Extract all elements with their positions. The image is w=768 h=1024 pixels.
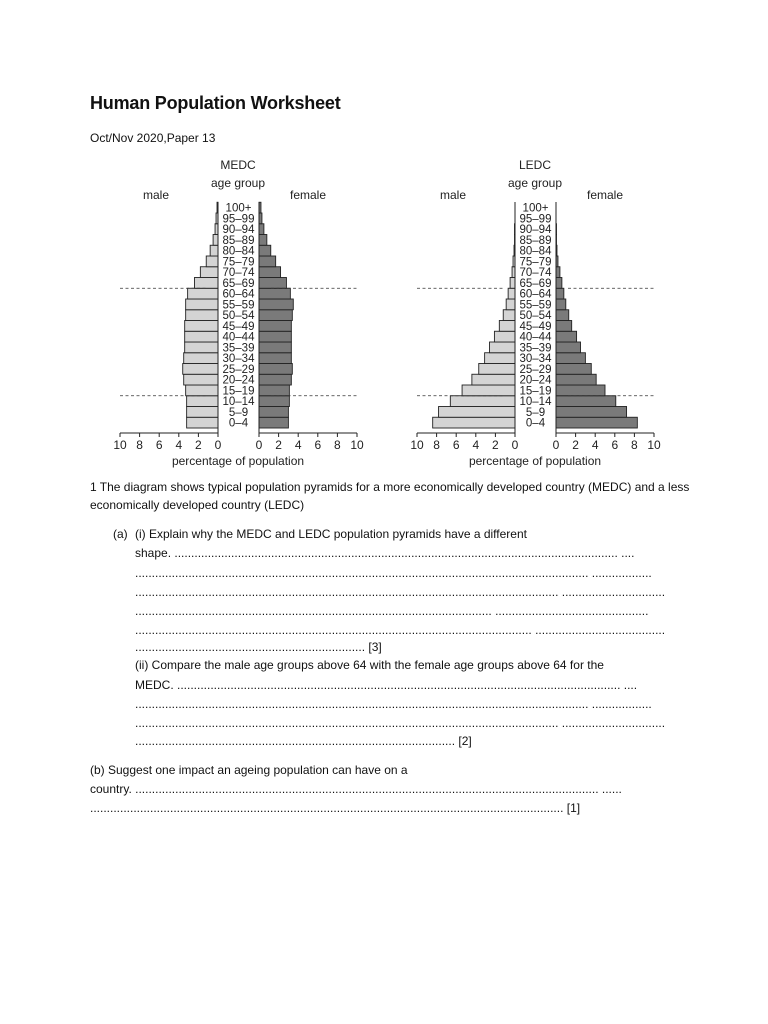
age-group-tick: 100+ [522, 202, 549, 215]
age-group-tick: 10–14 [519, 396, 552, 409]
female-bar [259, 385, 289, 396]
age-group-tick: 70–74 [222, 267, 255, 280]
answer-line-marks[interactable]: ..................................................................... [3] [135, 640, 382, 654]
x-tick-label: 2 [492, 438, 499, 452]
female-bar [259, 288, 290, 299]
male-bar [503, 310, 515, 321]
x-tick-label: 2 [195, 438, 202, 452]
male-bar [472, 374, 515, 385]
female-bar [556, 353, 585, 364]
answer-line[interactable]: ............................................................................................................................... ............................... [135, 585, 666, 599]
x-tick-label: 8 [631, 438, 638, 452]
female-bar [259, 417, 288, 428]
x-axis-title: percentage of population [171, 454, 305, 468]
age-group-tick: 50–54 [519, 310, 552, 323]
male-bar [213, 235, 218, 246]
female-label: female [289, 188, 327, 202]
female-bar [556, 278, 562, 289]
age-group-tick: 75–79 [519, 256, 552, 269]
female-bar [556, 407, 627, 418]
x-tick-label: 6 [611, 438, 619, 452]
female-bar [259, 310, 292, 321]
age-group-tick: 40–44 [222, 331, 255, 344]
x-tick-label: 4 [175, 438, 183, 452]
age-group-tick: 95–99 [222, 213, 255, 226]
x-tick-label: 6 [155, 438, 163, 452]
age-group-tick: 35–39 [222, 342, 255, 355]
male-bar [185, 342, 218, 353]
age-group-tick: 10–14 [222, 396, 255, 409]
pyramid-title: LEDC [518, 158, 552, 172]
age-group-tick: 85–89 [519, 234, 552, 247]
female-bar [556, 417, 637, 428]
age-group-tick: 15–19 [519, 385, 552, 398]
answer-line[interactable]: ............................................................................................................................... ............................... [135, 716, 666, 730]
question-a-i-text: (i) Explain why the MEDC and LEDC population pyramids have a different [135, 527, 527, 541]
age-group-tick: 5–9 [525, 406, 546, 419]
age-group-tick: 60–64 [519, 288, 552, 301]
male-bar [490, 342, 515, 353]
male-bar [187, 396, 218, 407]
female-bar [556, 374, 596, 385]
age-group-tick: 55–59 [519, 299, 552, 312]
age-group-tick: 65–69 [222, 277, 255, 290]
x-tick-label: 10 [350, 438, 364, 452]
male-bar [508, 288, 515, 299]
age-group-tick: 60–64 [222, 288, 255, 301]
female-bar [556, 396, 616, 407]
female-bar [259, 245, 271, 256]
male-bar [200, 267, 218, 278]
part-a-label: (a) [113, 527, 128, 541]
female-bar [556, 299, 566, 310]
age-group-tick: 100+ [225, 202, 252, 215]
male-bar [186, 385, 218, 396]
x-tick-label: 0 [214, 438, 222, 452]
age-group-tick: 90–94 [519, 224, 552, 237]
male-bar [506, 299, 515, 310]
x-tick-label: 2 [572, 438, 579, 452]
age-group-tick: 85–89 [222, 234, 255, 247]
age-group-tick: 40–44 [519, 331, 552, 344]
female-bar [556, 321, 572, 332]
x-tick-label: 0 [255, 438, 263, 452]
question-1-intro: 1 The diagram shows typical population pyramids for a more economically developed country (MEDC) and a less economically developed country (LEDC) [90, 480, 690, 512]
x-tick-label: 0 [511, 438, 519, 452]
female-bar [556, 342, 581, 353]
answer-line[interactable]: MEDC. ..................................................................................................................................... .... [135, 678, 638, 692]
page-title: Human Population Worksheet [90, 93, 341, 113]
age-group-tick: 35–39 [519, 342, 552, 355]
x-axis-title: percentage of population [468, 454, 602, 468]
female-bar [259, 299, 293, 310]
female-bar [556, 267, 560, 278]
male-bar [185, 321, 218, 332]
age-group-tick: 15–19 [222, 385, 255, 398]
male-bar [187, 407, 218, 418]
x-tick-label: 2 [275, 438, 282, 452]
male-bar [485, 353, 515, 364]
age-group-tick: 20–24 [519, 374, 552, 387]
age-group-tick: 20–24 [222, 374, 255, 387]
x-tick-label: 4 [591, 438, 599, 452]
male-bar [185, 331, 218, 342]
female-bar [259, 374, 291, 385]
paper-reference: Oct/Nov 2020,Paper 13 [90, 131, 216, 145]
female-bar [259, 224, 264, 235]
x-tick-label: 8 [136, 438, 143, 452]
male-bar [439, 407, 515, 418]
answer-line[interactable]: country. ........................................................................................................................................... ...... [90, 782, 622, 796]
male-bar [188, 288, 218, 299]
male-bar [433, 417, 515, 428]
pyramid-title: MEDC [220, 158, 256, 172]
age-group-tick: 0–4 [525, 417, 546, 430]
female-bar [259, 235, 267, 246]
male-bar [479, 364, 515, 375]
male-bar [194, 278, 218, 289]
x-tick-label: 4 [294, 438, 302, 452]
answer-line-marks[interactable]: ................................................................................................ [2] [135, 734, 472, 748]
answer-line-marks[interactable]: .............................................................................................................................................. [1] [90, 801, 581, 815]
male-label: male [439, 188, 467, 202]
age-group-tick: 95–99 [519, 213, 552, 226]
male-bar [499, 321, 515, 332]
female-bar [259, 278, 286, 289]
male-bar [206, 256, 218, 267]
age-group-tick: 30–34 [222, 353, 255, 366]
female-bar [259, 331, 291, 342]
female-bar [556, 331, 577, 342]
female-bar [556, 310, 569, 321]
female-bar [259, 353, 291, 364]
age-group-tick: 75–79 [222, 256, 255, 269]
age-group-tick: 55–59 [222, 299, 255, 312]
age-group-tick: 45–49 [222, 320, 255, 333]
female-bar [556, 385, 605, 396]
male-bar [462, 385, 515, 396]
age-group-tick: 45–49 [519, 320, 552, 333]
answer-line[interactable]: shape. ..................................................................................................................................... .... [135, 546, 635, 560]
age-group-tick: 25–29 [222, 363, 255, 376]
age-group-label: age group [210, 176, 266, 190]
female-bar [259, 321, 291, 332]
age-group-tick: 50–54 [222, 310, 255, 323]
age-group-tick: 90–94 [222, 224, 255, 237]
question-a-ii-text: (ii) Compare the male age groups above 64 with the female age groups above 64 for the [135, 658, 604, 672]
x-tick-label: 4 [472, 438, 480, 452]
age-group-tick: 30–34 [519, 353, 552, 366]
answer-line[interactable]: ........................................................................................................................................ .................. [135, 697, 652, 711]
age-group-tick: 70–74 [519, 267, 552, 280]
male-label: male [142, 188, 170, 202]
male-bar [450, 396, 515, 407]
x-tick-label: 0 [552, 438, 560, 452]
x-tick-label: 8 [433, 438, 440, 452]
female-bar [556, 364, 591, 375]
answer-line[interactable]: ........................................................................................................................................ .................. [135, 566, 652, 580]
male-bar [184, 353, 218, 364]
age-group-label: age group [507, 176, 563, 190]
medc-population-pyramid [108, 150, 368, 468]
x-tick-label: 6 [314, 438, 322, 452]
answer-line[interactable]: ....................................................................................................................... ....................................... [135, 623, 666, 637]
x-tick-label: 10 [410, 438, 424, 452]
age-group-tick: 80–84 [519, 245, 552, 258]
male-bar [186, 310, 218, 321]
answer-line[interactable]: ........................................................................................................... .............................................. [135, 604, 649, 618]
female-bar [556, 288, 564, 299]
male-bar [184, 374, 218, 385]
age-group-tick: 5–9 [228, 406, 249, 419]
male-bar [210, 245, 218, 256]
female-bar [259, 364, 292, 375]
male-bar [494, 331, 515, 342]
male-bar [183, 364, 218, 375]
age-group-tick: 80–84 [222, 245, 255, 258]
x-tick-label: 6 [452, 438, 460, 452]
female-bar [259, 396, 289, 407]
female-bar [259, 267, 281, 278]
x-tick-label: 10 [113, 438, 127, 452]
female-bar [259, 256, 276, 267]
x-tick-label: 8 [334, 438, 341, 452]
age-group-tick: 65–69 [519, 277, 552, 290]
male-bar [186, 299, 218, 310]
age-group-tick: 25–29 [519, 363, 552, 376]
question-b-text: (b) Suggest one impact an ageing population can have on a [90, 763, 408, 777]
female-label: female [586, 188, 624, 202]
male-bar [187, 417, 218, 428]
ledc-population-pyramid [405, 150, 665, 468]
male-bar [510, 278, 515, 289]
age-group-tick: 0–4 [228, 417, 249, 430]
female-bar [259, 342, 291, 353]
female-bar [259, 407, 288, 418]
x-tick-label: 10 [647, 438, 661, 452]
